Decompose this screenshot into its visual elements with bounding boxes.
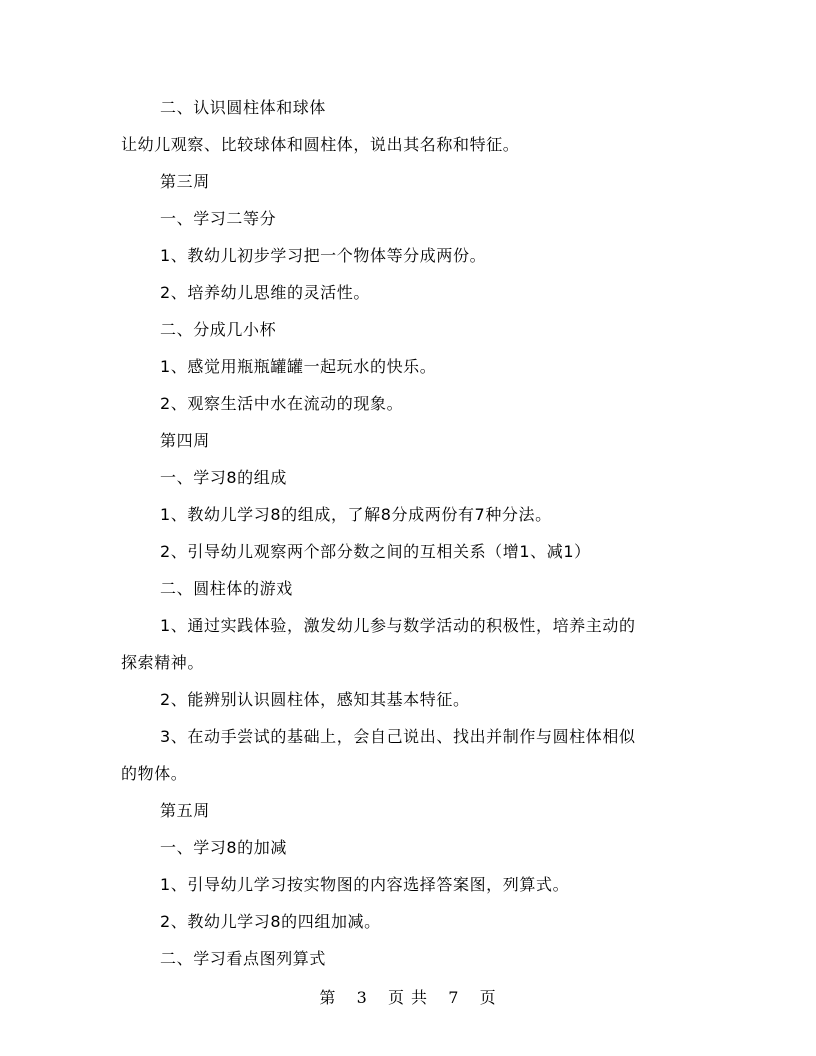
section-heading: 二、分成几小杯 [160, 320, 277, 339]
total-pages-number: 7 [448, 988, 460, 1007]
footer-middle: 页 共 [387, 988, 429, 1007]
section-heading: 一、学习二等分 [160, 209, 277, 228]
list-item: 1、感觉用瓶瓶罐罐一起玩水的快乐。 [160, 357, 437, 376]
list-item-continuation: 探索精神。 [121, 653, 205, 672]
section-heading: 一、学习8的加减 [160, 838, 287, 857]
footer-suffix: 页 [479, 988, 497, 1007]
section-heading: 一、学习8的组成 [160, 468, 287, 487]
week-heading: 第五周 [160, 801, 210, 820]
list-item: 2、观察生活中水在流动的现象。 [160, 394, 404, 413]
list-item-continuation: 的物体。 [121, 764, 188, 783]
list-item: 2、培养幼儿思维的灵活性。 [160, 283, 370, 302]
section-heading: 二、圆柱体的游戏 [160, 579, 293, 598]
list-item: 2、教幼儿学习8的四组加减。 [160, 912, 381, 931]
section-heading: 二、学习看点图列算式 [160, 949, 327, 968]
week-heading: 第三周 [160, 172, 210, 191]
list-item: 1、通过实践体验，激发幼儿参与数学活动的积极性，培养主动的 [160, 616, 636, 635]
week-heading: 第四周 [160, 431, 210, 450]
list-item: 1、引导幼儿学习按实物图的内容选择答案图，列算式。 [160, 875, 570, 894]
list-item: 2、引导幼儿观察两个部分数之间的互相关系（增1、减1） [160, 542, 591, 561]
list-item: 3、在动手尝试的基础上，会自己说出、找出并制作与圆柱体相似 [160, 727, 636, 746]
list-item: 2、能辨别认识圆柱体，感知其基本特征。 [160, 690, 470, 709]
page-footer [0, 988, 816, 1008]
current-page-number: 3 [356, 988, 368, 1007]
section-heading: 二、认识圆柱体和球体 [160, 98, 327, 117]
list-item: 1、教幼儿初步学习把一个物体等分成两份。 [160, 246, 487, 265]
paragraph: 让幼儿观察、比较球体和圆柱体，说出其名称和特征。 [121, 135, 520, 154]
footer-prefix: 第 [319, 988, 337, 1007]
list-item: 1、教幼儿学习8的组成，了解8分成两份有7种分法。 [160, 505, 552, 524]
